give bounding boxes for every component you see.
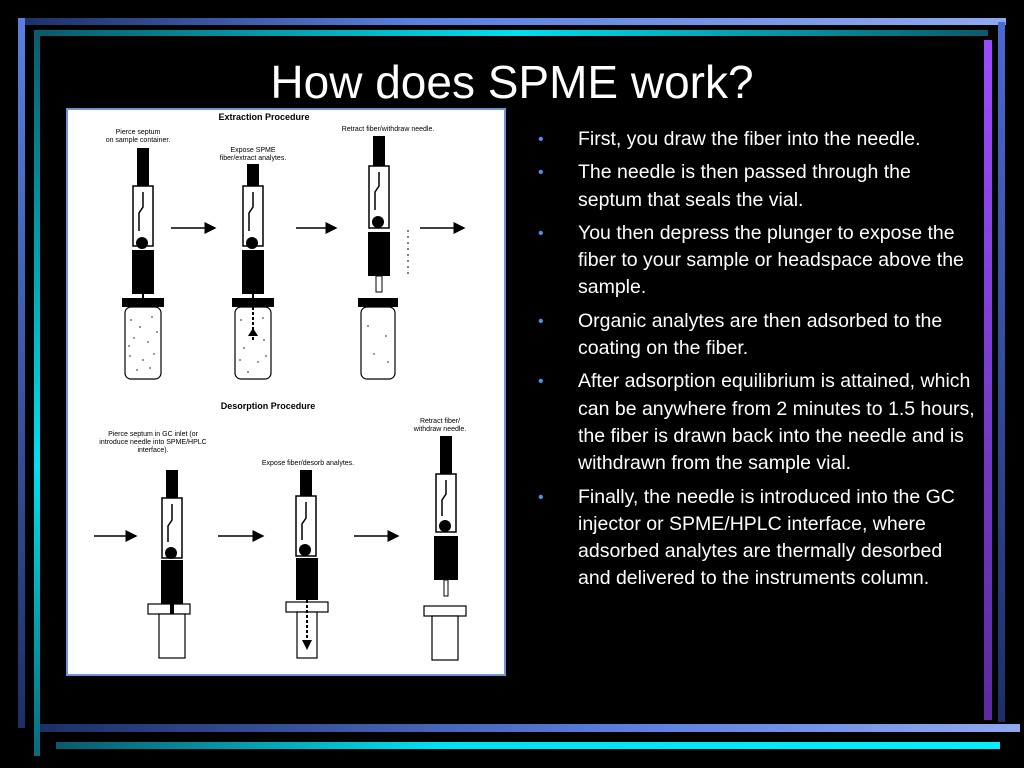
bullet-text: The needle is then passed through the septum that seals the vial.: [578, 161, 911, 211]
step3-label: Retract fiber/withdraw needle.: [341, 126, 435, 133]
bullet-dot: •: [538, 164, 544, 182]
syringe-5: [286, 470, 328, 658]
bullet-dot: •: [538, 373, 544, 391]
list-item: [538, 220, 978, 302]
bullet-text: You then depress the plunger to expose the fiber to your sample or headspace above the sample.: [578, 221, 964, 299]
list-item: [538, 368, 978, 477]
spme-procedure-figure: [66, 108, 506, 676]
syringe-4: [148, 470, 190, 658]
step1-label-b: on sample container.: [105, 137, 171, 144]
bullet-text: After adsorption equilibrium is attained, which can be anywhere from 2 minutes to 1.5 hours, the fiber is drawn back into the needle and is withdrawn from the sample vial.: [578, 370, 975, 475]
bullet-text: Organic analytes are then adsorbed to the coating on the fiber.: [578, 309, 943, 360]
list-item: [538, 126, 978, 153]
desorption-title: Desorption Procedure: [220, 401, 316, 411]
left-stripe-blue: [18, 18, 25, 728]
right-stripe-violet: [984, 40, 992, 720]
step2-label-a: Expose SPME: [230, 147, 276, 154]
bullet-text: Finally, the needle is introduced into the GC injector or SPME/HPLC interface, where adsorbed analytes are thermally desorbed and delivered to the instruments column.: [578, 485, 955, 590]
bullet-text: First, you draw the fiber into the needle.: [578, 128, 921, 150]
list-item: [538, 484, 978, 593]
dstep1-label-c: interface).: [137, 447, 169, 454]
slide-title: How does SPME work?: [270, 56, 754, 108]
dstep2-label: Expose fiber/desorb analytes.: [261, 460, 355, 467]
bullet-dot: •: [538, 312, 544, 330]
bullet-dot: •: [538, 488, 544, 506]
list-item: [538, 308, 978, 363]
bottom-stripe-cyan: [56, 742, 1000, 749]
step2-label-b: fiber/extract analytes.: [219, 155, 287, 162]
top-stripe-cyan: [38, 30, 988, 36]
bottom-stripe-blue: [40, 724, 1020, 732]
extraction-title: Extraction Procedure: [218, 112, 310, 122]
syringe-6: [424, 436, 466, 660]
syringe-3: [358, 136, 408, 379]
right-stripe-blue: [998, 22, 1005, 722]
dstep1-label-a: Pierce septum in GC inlet (or: [108, 431, 198, 438]
left-stripe-cyan: [34, 30, 40, 756]
dstep1-label-b: introduce needle into SPME/HPLC: [99, 439, 207, 446]
dstep3-label-b: withdraw needle.: [413, 426, 467, 433]
dstep3-label-a: Retract fiber/: [419, 418, 461, 425]
spme-diagram: [68, 110, 504, 674]
bullet-dot: •: [538, 131, 544, 148]
syringe-2: [232, 164, 274, 379]
bullet-dot: •: [538, 224, 544, 242]
syringe-1: [122, 148, 164, 379]
bullet-list: [538, 126, 978, 599]
step1-label-a: Pierce septum: [115, 129, 161, 136]
top-stripe-blue: [18, 18, 1006, 25]
list-item: [538, 159, 978, 214]
